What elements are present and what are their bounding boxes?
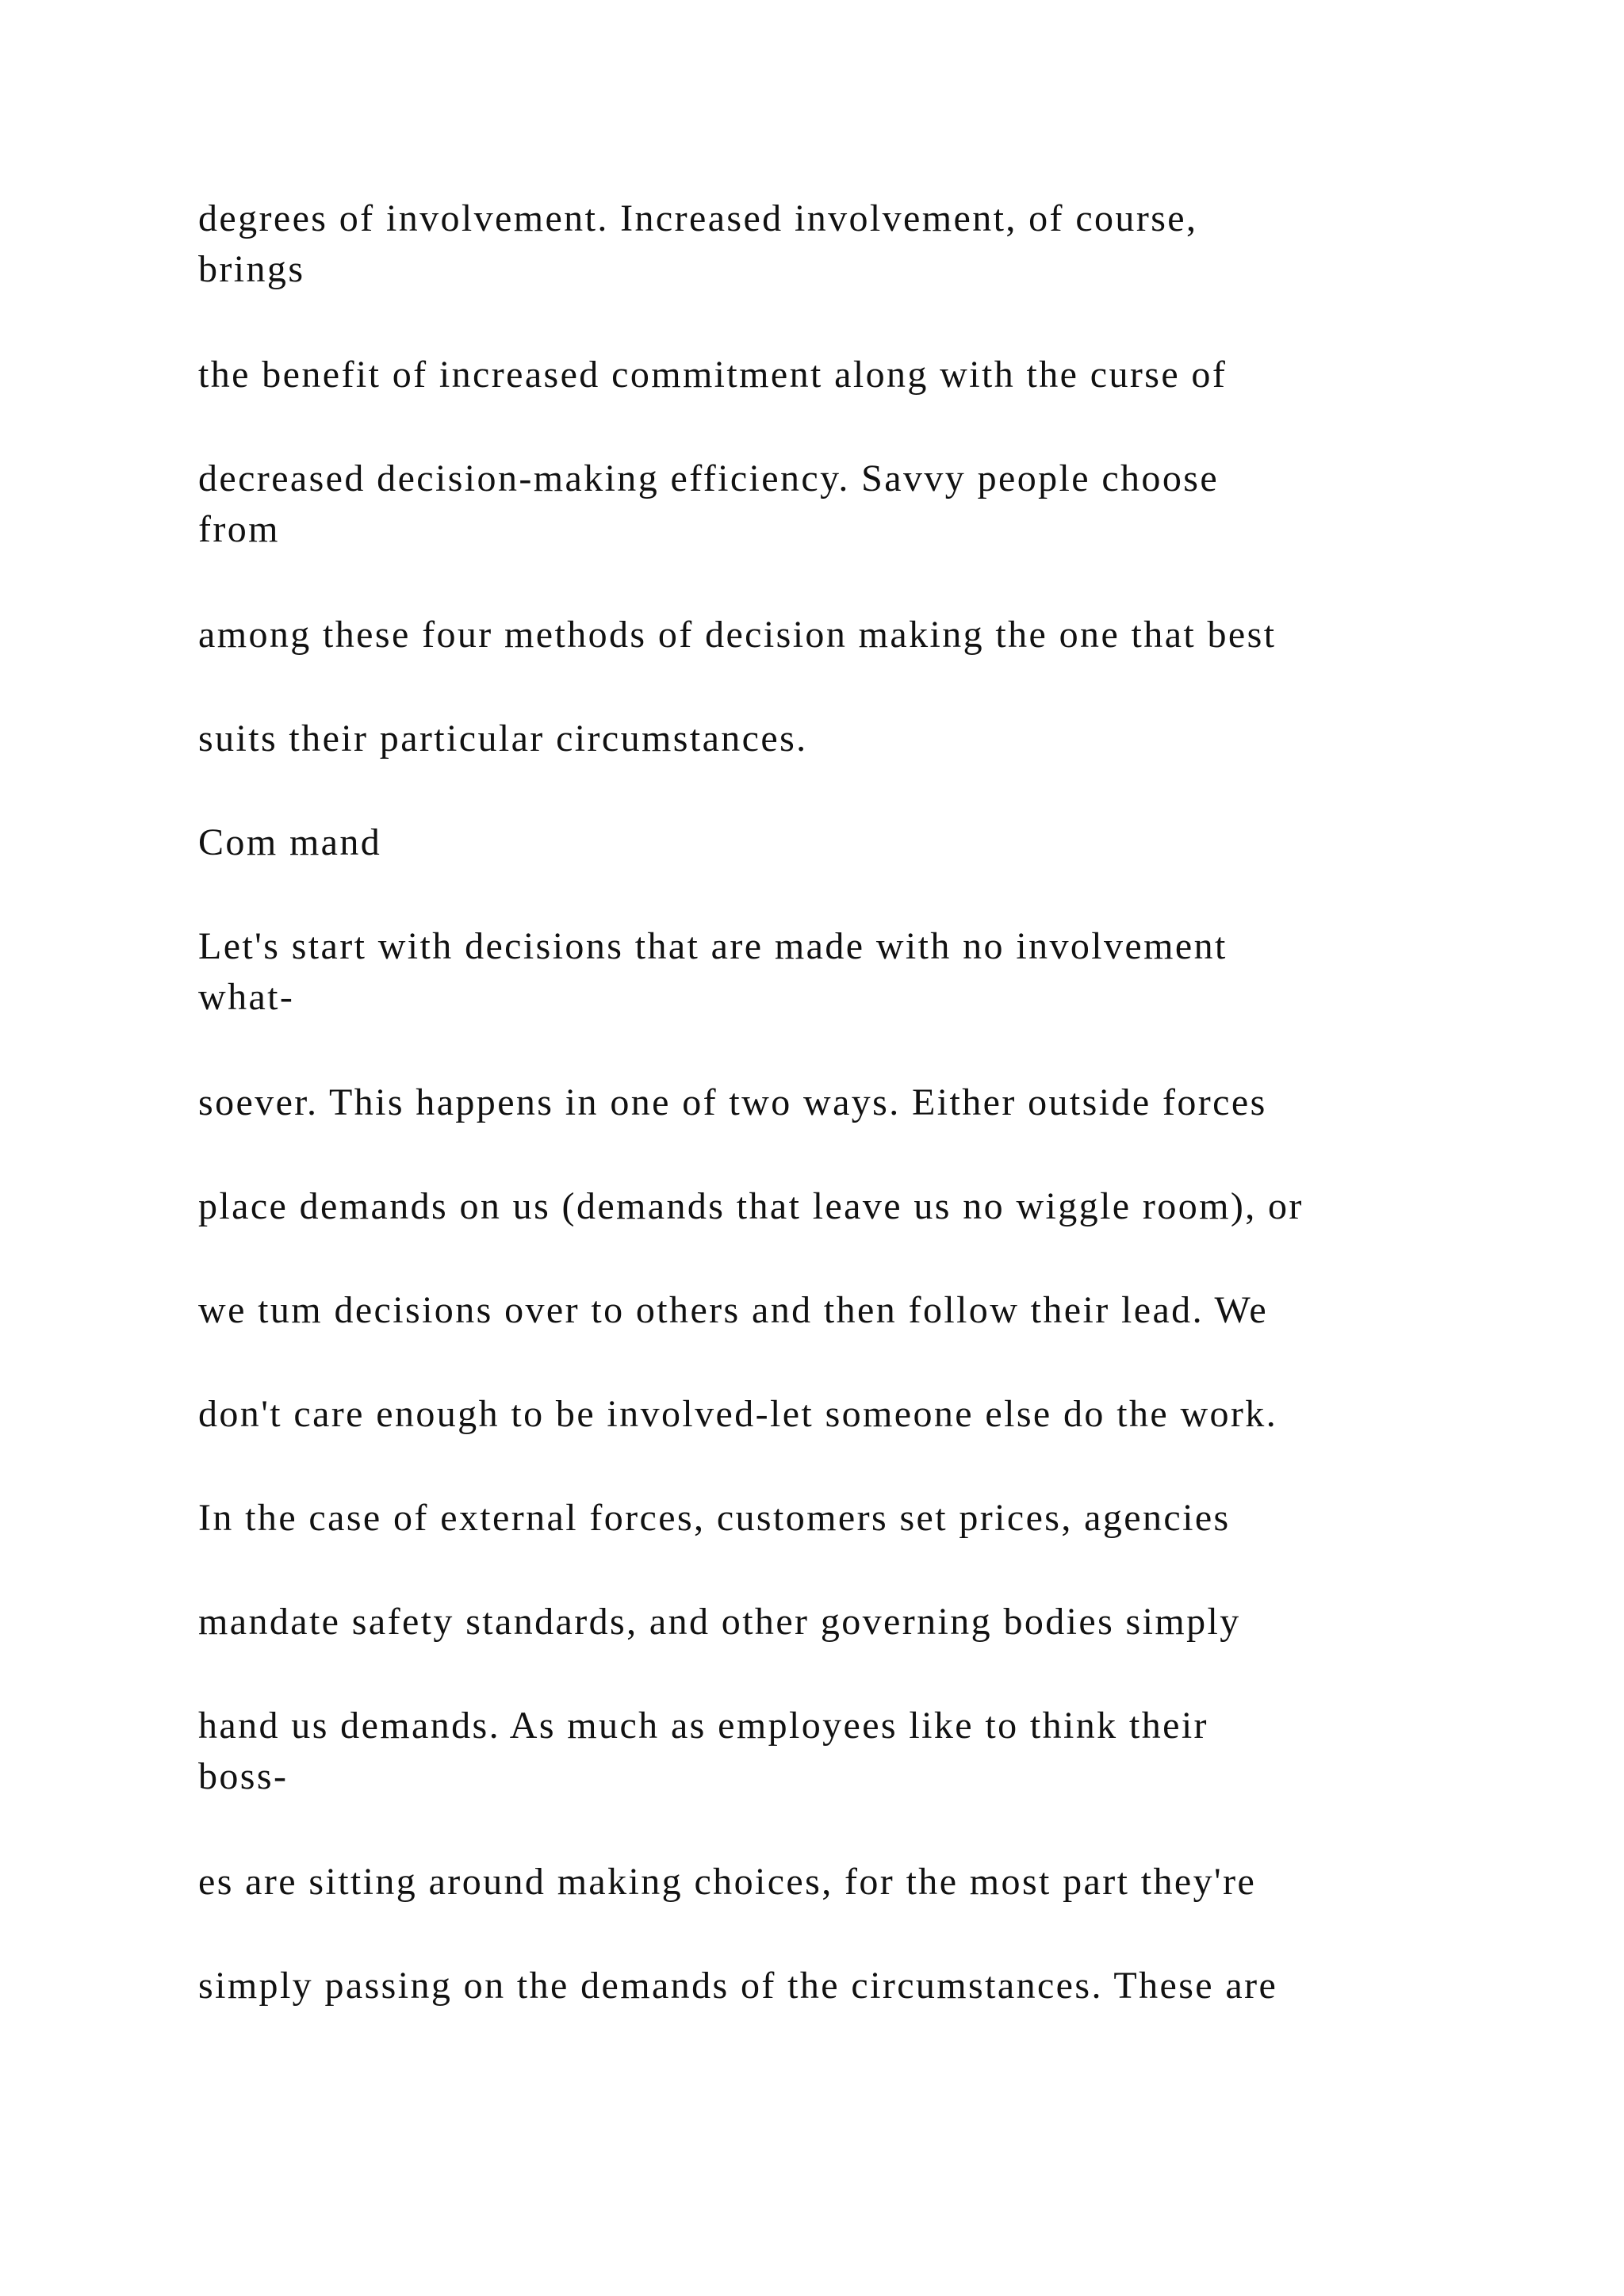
text-line: we tum decisions over to others and then follow their lead. We (198, 1289, 1269, 1331)
text-line: the benefit of increased commitment along with the curse of (198, 354, 1228, 396)
text-line: what- (198, 976, 295, 1018)
text-line: from (198, 508, 280, 550)
text-line: degrees of involvement. Increased involvement, of course, (198, 197, 1198, 239)
text-line: Let's start with decisions that are made with no involvement (198, 925, 1228, 967)
text-line: In the case of external forces, customers set prices, agencies (198, 1497, 1231, 1539)
text-line: soever. This happens in one of two ways. Either outside forces (198, 1081, 1267, 1123)
section-heading: Com mand (198, 821, 382, 863)
text-line: hand us demands. As much as employees like to think their (198, 1705, 1208, 1747)
text-line: among these four methods of decision making the one that best (198, 614, 1277, 656)
text-line: don't care enough to be involved-let someone else do the work. (198, 1393, 1278, 1435)
text-line: simply passing on the demands of the circumstances. These are (198, 1965, 1278, 2007)
text-line: brings (198, 248, 305, 290)
text-line: place demands on us (demands that leave us no wiggle room), or (198, 1185, 1304, 1227)
text-line: mandate safety standards, and other governing bodies simply (198, 1601, 1241, 1643)
text-line: boss- (198, 1755, 289, 1797)
body-text (198, 193, 1467, 2011)
text-line: suits their particular circumstances. (198, 718, 808, 760)
text-line: es are sitting around making choices, for the most part they're (198, 1861, 1257, 1903)
text-line: decreased decision-making efficiency. Savvy people choose (198, 457, 1220, 499)
